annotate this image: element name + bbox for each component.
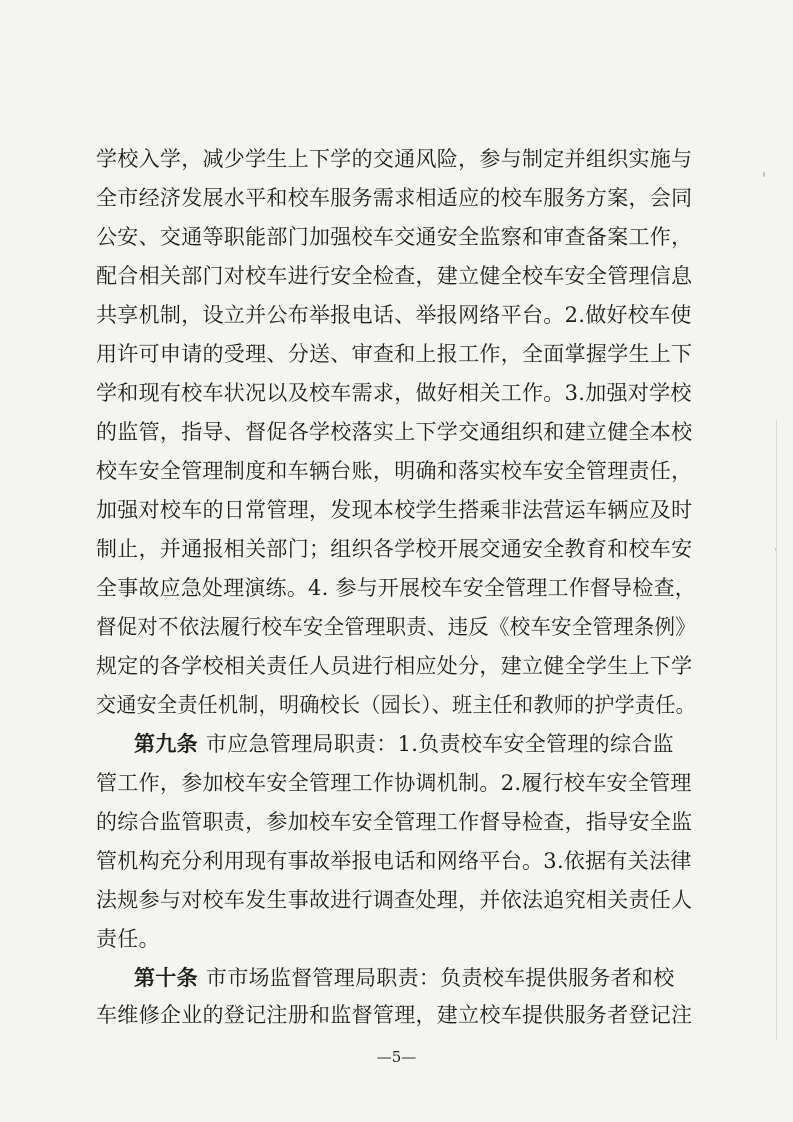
article-heading-line (134, 963, 696, 993)
text-line: 全市经济发展水平和校车服务需求相适应的校车服务方案，会同 (96, 186, 693, 210)
text-line: 学校入学，减少学生上下学的交通风险，参与制定并组织实施与 (96, 147, 693, 171)
article-heading: 第九条 (134, 732, 198, 756)
text-line: 公安、交通等职能部门加强校车交通安全监察和审查备案工作， (96, 225, 693, 249)
page-number: —5— (376, 1048, 417, 1066)
article-heading-line (134, 729, 696, 759)
text-line: 加强对校车的日常管理，发现本校学生搭乘非法营运车辆应及时 (96, 498, 693, 522)
text-line: 管机构充分利用现有事故举报电话和网络平台。3.依据有关法律 (96, 849, 692, 873)
text-line: 制止，并通报相关部门；组织各学校开展交通安全教育和校车安 (96, 537, 693, 561)
text-line: 全事故应急处理演练。4. 参与开展校车安全管理工作督导检查， (96, 576, 696, 600)
text-line: 督促对不依法履行校车安全管理职责、违反《校车安全管理条例》 (96, 615, 696, 639)
text-line: 共享机制，设立并公布举报电话、举报网络平台。2.做好校车使 (96, 303, 692, 327)
text-line: 规定的各学校相关责任人员进行相应处分，建立健全学生上下学 (96, 654, 693, 678)
text-line: 责任。 (96, 927, 160, 951)
article-heading: 第十条 (134, 966, 198, 990)
text-line: 用许可申请的受理、分送、审查和上报工作，全面掌握学生上下 (96, 342, 693, 366)
scan-edge (776, 420, 777, 1040)
scan-speck (763, 172, 765, 177)
text-line: 的监管，指导、督促各学校落实上下学交通组织和建立健全本校 (96, 420, 693, 444)
text-line: 配合相关部门对校车进行安全检查，建立健全校车安全管理信息 (96, 264, 693, 288)
text-line: 的综合监管职责，参加校车安全管理工作督导检查，指导安全监 (96, 810, 693, 834)
text-line: 管工作，参加校车安全管理工作协调机制。2.履行校车安全管理 (96, 771, 692, 795)
article-first-line: 市市场监督管理局职责：负责校车提供服务者和校 (205, 966, 675, 990)
text-line: 学和现有校车状况以及校车需求，做好相关工作。3.加强对学校 (96, 381, 692, 405)
text-line: 校车安全管理制度和车辆台账，明确和落实校车安全管理责任， (96, 459, 693, 483)
text-line: 交通安全责任机制，明确校长（园长）、班主任和教师的护学责任。 (96, 693, 696, 717)
text-line: 车维修企业的登记注册和监督管理，建立校车提供服务者登记注 (96, 1003, 693, 1027)
text-line: 法规参与对校车发生事故进行调查处理，并依法追究相关责任人 (96, 888, 693, 912)
article-first-line: 市应急管理局职责：1.负责校车安全管理的综合监 (205, 732, 674, 756)
